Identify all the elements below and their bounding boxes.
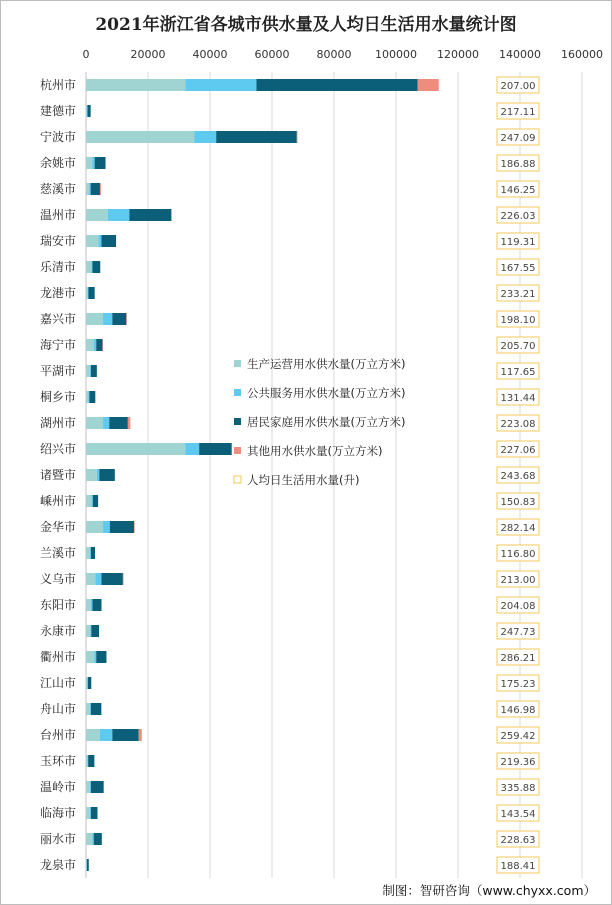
per-capita-value: 259.42 <box>500 731 536 742</box>
x-tick-label: 140000 <box>499 48 541 61</box>
bar-segment <box>88 105 91 117</box>
category-label: 乐清市 <box>39 260 76 274</box>
bar-segment <box>86 443 185 455</box>
category-label: 慈溪市 <box>39 182 76 196</box>
x-tick-label: 80000 <box>316 48 352 61</box>
x-tick-label: 120000 <box>437 48 479 61</box>
bar-segment <box>199 443 232 455</box>
bar-segment <box>103 313 112 325</box>
bar-segment <box>112 313 126 325</box>
bar-segment <box>86 183 89 195</box>
bar-segment <box>112 729 138 741</box>
category-labels <box>40 77 76 872</box>
legend <box>234 357 405 487</box>
per-capita-value: 223.08 <box>500 419 536 430</box>
bar-segment <box>108 209 130 221</box>
bar-segment <box>93 833 94 845</box>
x-tick-label: 100000 <box>375 48 417 61</box>
bar-segment <box>94 651 96 663</box>
bar-segment <box>418 79 439 91</box>
bar-segment <box>257 79 418 91</box>
bar-segment <box>96 651 106 663</box>
bar-segment <box>93 261 101 273</box>
category-label: 兰溪市 <box>39 546 76 560</box>
per-capita-value: 213.00 <box>500 575 536 586</box>
per-capita-value: 207.00 <box>500 81 536 92</box>
bar-segment <box>101 703 102 715</box>
per-capita-value: 205.70 <box>500 341 536 352</box>
legend-label: 居民家庭用水供水量(万立方米) <box>247 415 406 429</box>
bar-segment <box>86 599 91 611</box>
bar-segment <box>92 261 93 273</box>
category-label: 湖州市 <box>39 416 76 430</box>
per-capita-value: 219.36 <box>500 757 536 768</box>
bar-segment <box>87 105 88 117</box>
per-capita-value: 186.88 <box>500 159 536 170</box>
category-label: 宁波市 <box>39 130 76 144</box>
per-capita-value: 233.21 <box>500 289 536 300</box>
per-capita-value: 286.21 <box>500 653 536 664</box>
bar-segment <box>128 417 130 429</box>
per-capita-value: 175.23 <box>500 679 536 690</box>
bar-segment <box>86 235 98 247</box>
bar-segment <box>95 157 106 169</box>
bar-segment <box>91 547 95 559</box>
bar-segment <box>95 573 101 585</box>
category-label: 嵊州市 <box>39 494 76 508</box>
bar-segment <box>88 287 94 299</box>
x-tick-label: 160000 <box>561 48 603 61</box>
bar-segment <box>86 131 195 143</box>
category-label: 台州市 <box>39 728 76 742</box>
bar-segment <box>91 625 99 637</box>
category-label: 龙泉市 <box>39 858 76 872</box>
bar-segment <box>88 287 89 299</box>
category-label: 永康市 <box>39 624 76 638</box>
bar-segment <box>216 131 297 143</box>
bar-segment <box>97 469 99 481</box>
bar-segment <box>86 677 87 689</box>
bar-segment <box>100 729 112 741</box>
bar-segment <box>86 339 94 351</box>
bar-segment <box>91 599 93 611</box>
bar-segment <box>297 131 298 143</box>
bar-segment <box>110 521 134 533</box>
bar-segment <box>86 703 90 715</box>
category-label: 金华市 <box>39 520 76 534</box>
x-tick-label: 60000 <box>254 48 290 61</box>
bar-segment <box>86 157 92 169</box>
bar-segment <box>91 807 98 819</box>
per-capita-value: 119.31 <box>500 237 536 248</box>
bar-segment <box>90 807 91 819</box>
x-tick-label: 0 <box>82 48 90 61</box>
bar-segment <box>100 183 101 195</box>
category-label: 诸暨市 <box>39 468 76 482</box>
per-capita-value: 282.14 <box>500 523 536 534</box>
bar-segment <box>195 131 217 143</box>
bar-segment <box>87 859 89 871</box>
bar-segment <box>90 703 91 715</box>
per-capita-value: 167.55 <box>500 263 536 274</box>
category-label: 瑞安市 <box>39 234 76 248</box>
per-capita-value: 226.03 <box>500 211 536 222</box>
bar-segment <box>91 365 97 377</box>
category-label: 玉环市 <box>39 754 76 768</box>
category-label: 嘉兴市 <box>39 312 76 326</box>
bar-segment <box>90 781 91 793</box>
bar-segment <box>86 313 103 325</box>
bar-segment <box>185 79 256 91</box>
legend-swatch <box>234 447 241 454</box>
bar-segment <box>123 573 124 585</box>
bar-segment <box>91 781 104 793</box>
bar-segment <box>86 729 100 741</box>
per-capita-value: 116.80 <box>500 549 536 560</box>
x-tick-label: 20000 <box>130 48 166 61</box>
bar-segment <box>86 495 92 507</box>
bar-segment <box>88 677 91 689</box>
bar-segment <box>86 365 90 377</box>
bar-segment <box>103 417 109 429</box>
bar-segment <box>87 677 88 689</box>
per-capita-value: 227.06 <box>500 445 536 456</box>
per-capita-value: 217.11 <box>500 107 536 118</box>
bar-segment <box>89 183 91 195</box>
legend-swatch <box>234 389 241 396</box>
bar-segment <box>86 209 108 221</box>
bar-segment <box>139 729 142 741</box>
bar-segment <box>134 521 135 533</box>
per-capita-value: 117.65 <box>500 367 536 378</box>
per-capita-value: 146.25 <box>500 185 536 196</box>
x-axis-ticks <box>83 48 604 61</box>
per-capita-value: 146.98 <box>500 705 536 716</box>
per-capita-value: 188.41 <box>500 861 536 872</box>
bar-segment <box>86 105 87 117</box>
bar-segment <box>86 287 88 299</box>
legend-swatch <box>234 418 241 425</box>
chart-title: 2021年浙江省各城市供水量及人均日生活用水量统计图 <box>95 15 517 35</box>
bar-segment <box>86 79 185 91</box>
legend-label: 其他用水供水量(万立方米) <box>247 444 383 458</box>
bar-segment <box>90 547 91 559</box>
category-label: 温岭市 <box>39 780 76 794</box>
bar-segment <box>94 833 102 845</box>
bar-segment <box>86 833 93 845</box>
bar-segment <box>88 755 89 767</box>
bar-segment <box>86 573 95 585</box>
bar-segment <box>86 521 103 533</box>
category-label: 舟山市 <box>39 702 76 716</box>
category-label: 绍兴市 <box>39 442 76 456</box>
category-label: 海宁市 <box>39 338 76 352</box>
per-capita-value: 131.44 <box>500 393 536 404</box>
bar-segment <box>96 339 102 351</box>
bar-segment <box>90 625 91 637</box>
x-tick-label: 40000 <box>192 48 228 61</box>
category-label: 余姚市 <box>39 156 76 170</box>
bar-segment <box>88 391 89 403</box>
category-label: 平湖市 <box>39 364 76 378</box>
bar-segment <box>86 755 88 767</box>
bar-segment <box>86 625 90 637</box>
bar-segment <box>91 703 101 715</box>
bar-segment <box>103 521 110 533</box>
per-capita-value: 247.73 <box>500 627 536 638</box>
category-label: 义乌市 <box>39 572 76 586</box>
bar-segment <box>129 209 171 221</box>
bar-segment <box>126 313 127 325</box>
bar-segment <box>171 209 172 221</box>
bar-segment <box>92 495 93 507</box>
bar-segment <box>89 391 95 403</box>
legend-label: 人均日生活用水量(升) <box>247 473 360 487</box>
per-capita-value: 243.68 <box>500 471 536 482</box>
bar-segment <box>88 755 94 767</box>
per-capita-value: 335.88 <box>500 783 536 794</box>
bar-segment <box>86 547 90 559</box>
category-label: 临海市 <box>39 806 76 820</box>
per-capita-value: 198.10 <box>500 315 536 326</box>
per-capita-value: 143.54 <box>500 809 536 820</box>
bar-segment <box>109 417 128 429</box>
legend-swatch <box>234 476 241 483</box>
category-label: 桐乡市 <box>39 390 76 404</box>
bar-segment <box>93 495 98 507</box>
category-label: 江山市 <box>39 676 76 690</box>
bar-segment <box>90 365 91 377</box>
bar-segment <box>86 417 103 429</box>
bar-segment <box>92 157 94 169</box>
bar-segment <box>86 651 94 663</box>
bar-segment <box>86 859 87 871</box>
bar-segment <box>98 235 101 247</box>
category-label: 建德市 <box>39 104 76 118</box>
category-label: 衢州市 <box>39 650 76 664</box>
bar-segment <box>102 339 103 351</box>
legend-label: 生产运营用水供水量(万立方米) <box>247 357 406 371</box>
category-label: 温州市 <box>39 208 76 222</box>
category-label: 龙港市 <box>39 286 76 300</box>
per-capita-value: 204.08 <box>500 601 536 612</box>
category-label: 丽水市 <box>39 832 76 846</box>
bar-segment <box>93 599 102 611</box>
bar-segment <box>102 573 123 585</box>
bar-segment <box>86 391 88 403</box>
legend-swatch <box>234 360 241 367</box>
per-capita-value: 150.83 <box>500 497 536 508</box>
bar-segment <box>86 469 97 481</box>
bar-segment <box>99 469 115 481</box>
bar-segment <box>91 183 100 195</box>
category-label: 东阳市 <box>39 598 76 612</box>
per-capita-labels <box>497 77 539 873</box>
bar-segment <box>94 339 96 351</box>
bar-segment <box>86 807 90 819</box>
category-label: 杭州市 <box>39 78 76 92</box>
per-capita-value: 228.63 <box>500 835 536 846</box>
bar-segment <box>102 235 117 247</box>
bar-segment <box>86 781 90 793</box>
bar-segment <box>185 443 199 455</box>
per-capita-value: 247.09 <box>500 133 536 144</box>
bar-segment <box>86 261 92 273</box>
source-credit: 制图：智研咨询（www.chyxx.com） <box>382 883 596 898</box>
legend-label: 公共服务用水供水量(万立方米) <box>247 386 406 400</box>
